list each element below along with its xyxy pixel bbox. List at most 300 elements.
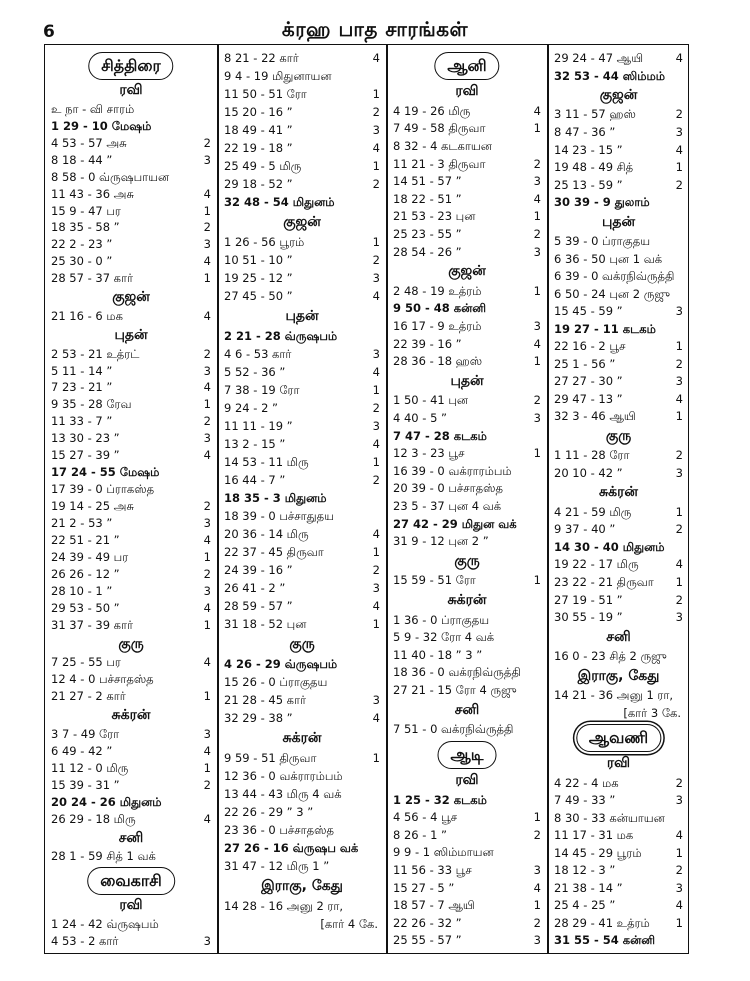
transit-entry: 22 16 - 2 பூச (554, 339, 626, 354)
planet-heading: ரவி (119, 897, 143, 914)
transit-entry: 28 57 - 37 கார் (51, 271, 134, 286)
transit-row (548, 591, 689, 609)
transit-entry: 24 39 - 16 ” (224, 563, 293, 577)
page-title: க்ரஹ பாத சாரங்கள் (281, 17, 469, 41)
transit-entry: 7 49 - 58 திருவா (393, 121, 486, 136)
transit-row (387, 352, 547, 370)
pada-number: 1 (675, 575, 683, 590)
transit-row (45, 134, 217, 152)
transit-row (218, 251, 386, 269)
pada-number: 2 (533, 227, 541, 242)
transit-row (45, 362, 217, 380)
transit-row (45, 725, 217, 743)
pada-number: 2 (203, 135, 211, 150)
pada-number: 3 (533, 319, 541, 334)
transit-row (218, 489, 386, 507)
transit-row (45, 497, 217, 515)
transit-row (45, 345, 217, 363)
transit-entry: 15 27 - 39 ” (51, 448, 120, 463)
transit-row (387, 335, 547, 353)
transit-row (387, 155, 547, 173)
transit-row (45, 429, 217, 447)
planet-heading: இராகு, கேது (261, 878, 343, 894)
transit-entry: 4 26 - 29 வ்ருஷபம் (224, 657, 338, 671)
transit-row (218, 615, 386, 633)
transit-entry: 21 2 - 53 ” (51, 516, 113, 531)
pada-number: 3 (533, 244, 541, 259)
transit-row (218, 857, 386, 875)
pada-number: 4 (372, 289, 380, 303)
transit-entry: 18 12 - 3 ” (554, 863, 616, 878)
pada-number: 4 (372, 365, 380, 379)
transit-entry: 25 23 - 55 ” (393, 227, 462, 242)
transit-row (387, 646, 547, 664)
transit-row (218, 121, 386, 139)
transit-entry: 22 26 - 29 ” 3 ” (224, 805, 314, 819)
month-heading: வைகாசி (87, 867, 175, 895)
transit-row (218, 655, 386, 673)
transit-entry: 23 22 - 21 திருவா (554, 575, 654, 590)
pada-number: 2 (203, 777, 211, 792)
transit-entry: 8 18 - 44 ” (51, 152, 113, 167)
transit-entry: 15 45 - 59 ” (554, 304, 623, 319)
transit-entry: 3 11 - 57 ஹஸ் (554, 107, 636, 122)
transit-entry: 26 41 - 2 ” (224, 581, 286, 595)
transit-row (218, 363, 386, 381)
transit-entry: 11 43 - 36 அசு (51, 186, 134, 201)
transit-entry: 19 25 - 12 ” (224, 271, 293, 285)
transit-entry: 22 26 - 32 ” (393, 915, 462, 930)
transit-row (218, 139, 386, 157)
transit-row (218, 67, 386, 85)
pada-number: 4 (372, 711, 380, 725)
transit-entry: 21 16 - 6 மக (51, 308, 123, 323)
transit-entry: 9 9 - 1 ஸிம்மாயன (393, 845, 494, 860)
pada-number: 2 (675, 592, 683, 607)
transit-row (45, 117, 217, 135)
pada-number: 4 (533, 191, 541, 206)
pada-number: 1 (533, 898, 541, 913)
transit-row (548, 193, 689, 211)
planet-heading: புதன் (450, 372, 484, 389)
transit-entry: 7 47 - 28 கடகம் (393, 428, 487, 443)
transit-row (387, 532, 547, 550)
transit-row (387, 462, 547, 480)
transit-entry: 9 59 - 51 திருவா (224, 751, 317, 765)
transit-row (218, 673, 386, 691)
transit-row (387, 791, 547, 809)
transit-entry: 15 9 - 47 பர (51, 203, 121, 218)
transit-entry: 11 56 - 33 பூச (393, 862, 472, 877)
transit-row (45, 793, 217, 811)
transit-entry: 4 56 - 4 பூச (393, 810, 458, 825)
pada-number: 1 (372, 455, 380, 469)
transit-entry: 12 36 - 0 வக்ராரம்பம் (224, 769, 343, 783)
planet-heading: குரு (289, 636, 315, 652)
transit-entry: 29 53 - 50 ” (51, 600, 120, 615)
transit-row (45, 185, 217, 203)
transit-row (218, 453, 386, 471)
transit-entry: 28 10 - 1 ” (51, 583, 113, 598)
transit-row (548, 914, 689, 932)
transit-row (45, 100, 217, 118)
transit-entry: 5 9 - 32 ரோ 4 வக் (393, 630, 495, 645)
transit-entry: 27 42 - 29 மிதுன வக் (393, 516, 517, 531)
planet-heading: சுக்ரன் (599, 484, 638, 501)
transit-entry: 14 28 - 16 அனு 2 ரா, (224, 899, 344, 913)
transit-row (548, 704, 689, 722)
transit-entry: 10 51 - 10 ” (224, 253, 293, 267)
transit-entry: 11 40 - 18 ” 3 ” (393, 647, 483, 662)
pada-number: 2 (203, 499, 211, 514)
transit-row (387, 861, 547, 879)
transit-row (387, 571, 547, 589)
pada-number: 2 (372, 473, 380, 487)
planet-heading: சுக்ரன் (447, 592, 487, 608)
transit-row (218, 471, 386, 489)
transit-row (218, 381, 386, 399)
transit-entry: 20 39 - 0 பச்சாதஸ்த (393, 481, 503, 496)
pada-number: 2 (675, 522, 683, 537)
transit-entry: 25 30 - 0 ” (51, 254, 113, 269)
planet-heading: குஜன் (448, 263, 486, 280)
transit-row (45, 202, 217, 220)
pada-number: 2 (203, 346, 211, 361)
transit-entry: 31 9 - 12 புன 2 ” (393, 534, 489, 549)
transit-entry: 4 22 - 4 மக (554, 775, 619, 790)
month-heading: சித்திரை (88, 52, 173, 80)
transit-entry: 4 21 - 59 மிரு (554, 504, 632, 519)
transit-entry: 18 57 - 7 ஆயி (393, 898, 475, 913)
pada-number: 3 (203, 431, 211, 446)
transit-entry: 9 35 - 28 ரேவ (51, 397, 132, 412)
transit-entry: 28 36 - 18 ஹஸ் (393, 354, 483, 369)
transit-entry: 19 22 - 17 மிரு (554, 557, 639, 572)
transit-row (45, 412, 217, 430)
transit-entry: 14 53 - 11 மிரு (224, 455, 309, 469)
transit-row (387, 190, 547, 208)
transit-row (387, 317, 547, 335)
transit-row (548, 158, 689, 176)
transit-entry: 15 39 - 31 ” (51, 777, 120, 792)
month-heading: ஆடி (438, 741, 497, 769)
transit-entry: 17 39 - 0 ப்ராகஸ்த (51, 482, 155, 497)
transit-row (548, 503, 689, 521)
transit-entry: 7 38 - 19 ரோ (224, 383, 300, 397)
transit-entry: 22 19 - 18 ” (224, 141, 293, 155)
transit-row (548, 826, 689, 844)
planet-heading: குரு (605, 427, 632, 444)
transit-row (387, 879, 547, 897)
transit-row (45, 759, 217, 777)
transit-entry: 22 39 - 16 ” (393, 336, 462, 351)
transit-entry: 32 29 - 38 ” (224, 711, 293, 725)
transit-row (45, 514, 217, 532)
transit-row (387, 444, 547, 462)
transit-row (45, 307, 217, 325)
transit-row (218, 785, 386, 803)
pada-number: 3 (372, 693, 380, 707)
transit-row (218, 103, 386, 121)
transit-row (218, 915, 386, 933)
pada-number: 2 (372, 105, 380, 119)
transit-entry: 23 36 - 0 பச்சாதஸ்த (224, 823, 334, 837)
transit-row (45, 480, 217, 498)
transit-entry: 15 27 - 5 ” (393, 880, 455, 895)
transit-entry: 18 49 - 41 ” (224, 123, 293, 137)
pada-number: 2 (675, 863, 683, 878)
pada-number: 3 (372, 123, 380, 137)
pada-number: 4 (372, 437, 380, 451)
transit-row (45, 235, 217, 253)
pada-number: 2 (203, 220, 211, 235)
transit-entry: 16 17 - 9 உத்ரம் (393, 319, 482, 334)
transit-entry: 32 3 - 46 ஆயி (554, 409, 636, 424)
transit-entry: 8 47 - 36 ” (554, 125, 616, 140)
transit-row (548, 647, 689, 665)
planet-heading: ரவி (119, 82, 143, 99)
transit-row (548, 446, 689, 464)
transit-row (45, 218, 217, 236)
transit-row (45, 687, 217, 705)
planet-heading: குரு (454, 552, 480, 569)
transit-entry: 20 24 - 26 மிதுனம் (51, 794, 162, 809)
transit-entry: 13 30 - 23 ” (51, 431, 120, 446)
planet-heading: குஜன் (599, 87, 638, 104)
transit-row (45, 847, 217, 865)
pada-number: 3 (533, 933, 541, 948)
pada-number: 1 (533, 446, 541, 461)
pada-number: 4 (372, 599, 380, 613)
transit-entry: 25 55 - 57 ” (393, 933, 462, 948)
pada-number: 3 (675, 374, 683, 389)
transit-row (548, 861, 689, 879)
transit-row (387, 409, 547, 427)
pada-number: 4 (675, 142, 683, 157)
transit-row (548, 372, 689, 390)
transit-entry: 27 21 - 15 ரோ 4 ருஜு (393, 682, 517, 697)
transit-row (387, 427, 547, 445)
transit-row (548, 355, 689, 373)
pada-number: 3 (675, 880, 683, 895)
transit-entry: 11 12 - 0 மிரு (51, 760, 129, 775)
transit-row (387, 931, 547, 949)
transit-entry: 6 36 - 50 புன 1 வக் (554, 251, 663, 266)
transit-entry: 20 36 - 14 மிரு (224, 527, 309, 541)
month-heading: ஆவணி (576, 724, 661, 752)
transit-row (45, 599, 217, 617)
transit-entry: 25 49 - 5 மிரு (224, 159, 302, 173)
pada-number: 1 (203, 397, 211, 412)
transit-entry: 28 54 - 26 ” (393, 244, 462, 259)
transit-row (218, 839, 386, 857)
transit-row (387, 102, 547, 120)
transit-row (218, 579, 386, 597)
transit-entry: 12 4 - 0 பச்சாதஸ்த (51, 672, 154, 687)
transit-entry: 22 37 - 45 திருவா (224, 545, 324, 559)
transit-entry: 23 5 - 37 புன 4 வக் (393, 499, 502, 514)
transit-entry: 5 39 - 0 ப்ராகுதய (554, 234, 651, 249)
pada-number: 3 (203, 583, 211, 598)
transit-row (218, 897, 386, 915)
month-heading: ஆனி (434, 52, 499, 80)
transit-row (387, 172, 547, 190)
transit-row (548, 285, 689, 303)
transit-row (548, 337, 689, 355)
transit-row (45, 252, 217, 270)
transit-entry: 30 55 - 19 ” (554, 610, 623, 625)
transit-entry: 13 2 - 15 ” (224, 437, 286, 451)
transit-row (218, 709, 386, 727)
transit-entry: 14 21 - 36 அனு 1 ரா, (554, 688, 674, 702)
pada-number: 1 (372, 751, 380, 765)
planet-heading: புதன் (601, 213, 636, 230)
pada-number: 2 (372, 563, 380, 577)
transit-row (218, 399, 386, 417)
pada-number: 1 (372, 159, 380, 173)
pada-number: 1 (533, 573, 541, 588)
pada-number: 2 (675, 356, 683, 371)
pada-number: 2 (675, 448, 683, 463)
pada-number: 3 (372, 347, 380, 361)
page-header (0, 0, 750, 40)
pada-number: 3 (533, 174, 541, 189)
planet-heading: ரவி (455, 772, 479, 788)
transit-row (548, 538, 689, 556)
planet-heading: சனி (118, 829, 144, 846)
transit-entry: 4 40 - 5 ” (393, 411, 447, 425)
transit-entry: 1 25 - 32 கடகம் (393, 792, 487, 807)
pada-number: 4 (203, 600, 211, 615)
transit-row (218, 417, 386, 435)
pada-number: 2 (675, 177, 683, 192)
transit-row (218, 157, 386, 175)
transit-row (45, 463, 217, 481)
transit-entry: 16 0 - 23 சித் 2 ருஜு (554, 649, 667, 664)
transit-entry: 27 45 - 50 ” (224, 289, 293, 303)
transit-row (387, 137, 547, 155)
transit-row (218, 749, 386, 767)
transit-row (218, 175, 386, 193)
pada-number: 3 (372, 419, 380, 433)
transit-row (548, 896, 689, 914)
transit-row (387, 299, 547, 317)
pada-number: 4 (203, 308, 211, 323)
transit-row (548, 302, 689, 320)
pada-number: 4 (203, 254, 211, 269)
transit-row (218, 345, 386, 363)
transit-entry: 11 50 - 51 ரோ (224, 87, 307, 101)
transit-row (548, 390, 689, 408)
transit-row (548, 49, 689, 67)
transit-row (218, 435, 386, 453)
transit-entry: 5 11 - 14 ” (51, 363, 113, 378)
pada-number: 1 (533, 283, 541, 298)
transit-row (548, 67, 689, 85)
planet-heading: ரவி (455, 83, 479, 100)
transit-entry: [கார் 4 கே. (320, 917, 378, 931)
pada-number: 1 (203, 271, 211, 286)
transit-entry: 1 24 - 42 வ்ருஷபம் (51, 917, 159, 932)
pada-number: 1 (203, 549, 211, 564)
transit-row (45, 378, 217, 396)
transit-entry: 26 26 - 12 ” (51, 566, 120, 581)
pada-number: 4 (203, 533, 211, 547)
pada-number: 1 (533, 810, 541, 825)
planet-heading: சுக்ரன் (282, 730, 322, 746)
transit-row (548, 250, 689, 268)
column-1 (45, 45, 217, 953)
transit-entry: 27 27 - 30 ” (554, 374, 623, 389)
transit-entry: 11 33 - 7 ” (51, 414, 113, 429)
transit-row (548, 176, 689, 194)
pada-number: 2 (533, 156, 541, 171)
planet-heading: குஜன் (283, 214, 321, 230)
pada-number: 3 (675, 125, 683, 140)
pada-number: 4 (372, 141, 380, 155)
pada-number: 2 (675, 775, 683, 790)
transit-row (218, 327, 386, 345)
transit-row (218, 543, 386, 561)
pada-number: 2 (675, 107, 683, 122)
pada-number: 2 (372, 177, 380, 191)
transit-row (387, 826, 547, 844)
transit-entry: 8 30 - 33 கன்யாயன (554, 810, 665, 825)
transit-row (387, 808, 547, 826)
pada-number: 1 (203, 760, 211, 775)
pada-number: 1 (533, 354, 541, 369)
transit-entry: 25 1 - 56 ” (554, 356, 616, 371)
transit-row (45, 670, 217, 688)
transit-row (548, 141, 689, 159)
transit-entry: 4 53 - 2 கார் (51, 934, 119, 949)
transit-row (387, 663, 547, 681)
transit-row (218, 767, 386, 785)
transit-row (387, 243, 547, 261)
transit-row (45, 616, 217, 634)
transit-row (45, 810, 217, 828)
transit-entry: 16 44 - 7 ” (224, 473, 286, 487)
pada-number: 3 (203, 237, 211, 252)
transit-row (387, 119, 547, 137)
transit-row (387, 282, 547, 300)
transit-row (548, 464, 689, 482)
transit-entry: 8 21 - 22 கார் (224, 51, 299, 65)
transit-row (548, 105, 689, 123)
transit-row (218, 821, 386, 839)
pada-number: 3 (203, 152, 211, 167)
transit-row (218, 233, 386, 251)
transit-entry: 17 24 - 55 மேஷம் (51, 465, 160, 480)
pada-number: 4 (533, 103, 541, 118)
pada-number: 2 (372, 401, 380, 415)
pada-number: 4 (203, 380, 211, 395)
pada-number: 3 (675, 465, 683, 480)
column-4 (548, 45, 689, 953)
transit-entry: 31 47 - 12 மிரு 1 ” (224, 859, 330, 873)
pada-number: 1 (675, 160, 683, 175)
transit-row (387, 628, 547, 646)
pada-number: 3 (203, 934, 211, 949)
transit-row (548, 608, 689, 626)
planet-heading: குஜன் (112, 289, 150, 306)
transit-row (218, 193, 386, 211)
transit-entry: 24 39 - 49 பர (51, 549, 129, 564)
transit-entry: 12 3 - 23 பூச (393, 446, 465, 461)
transit-entry: 11 17 - 31 மக (554, 828, 634, 843)
pada-number: 4 (675, 557, 683, 572)
pada-number: 3 (372, 581, 380, 595)
